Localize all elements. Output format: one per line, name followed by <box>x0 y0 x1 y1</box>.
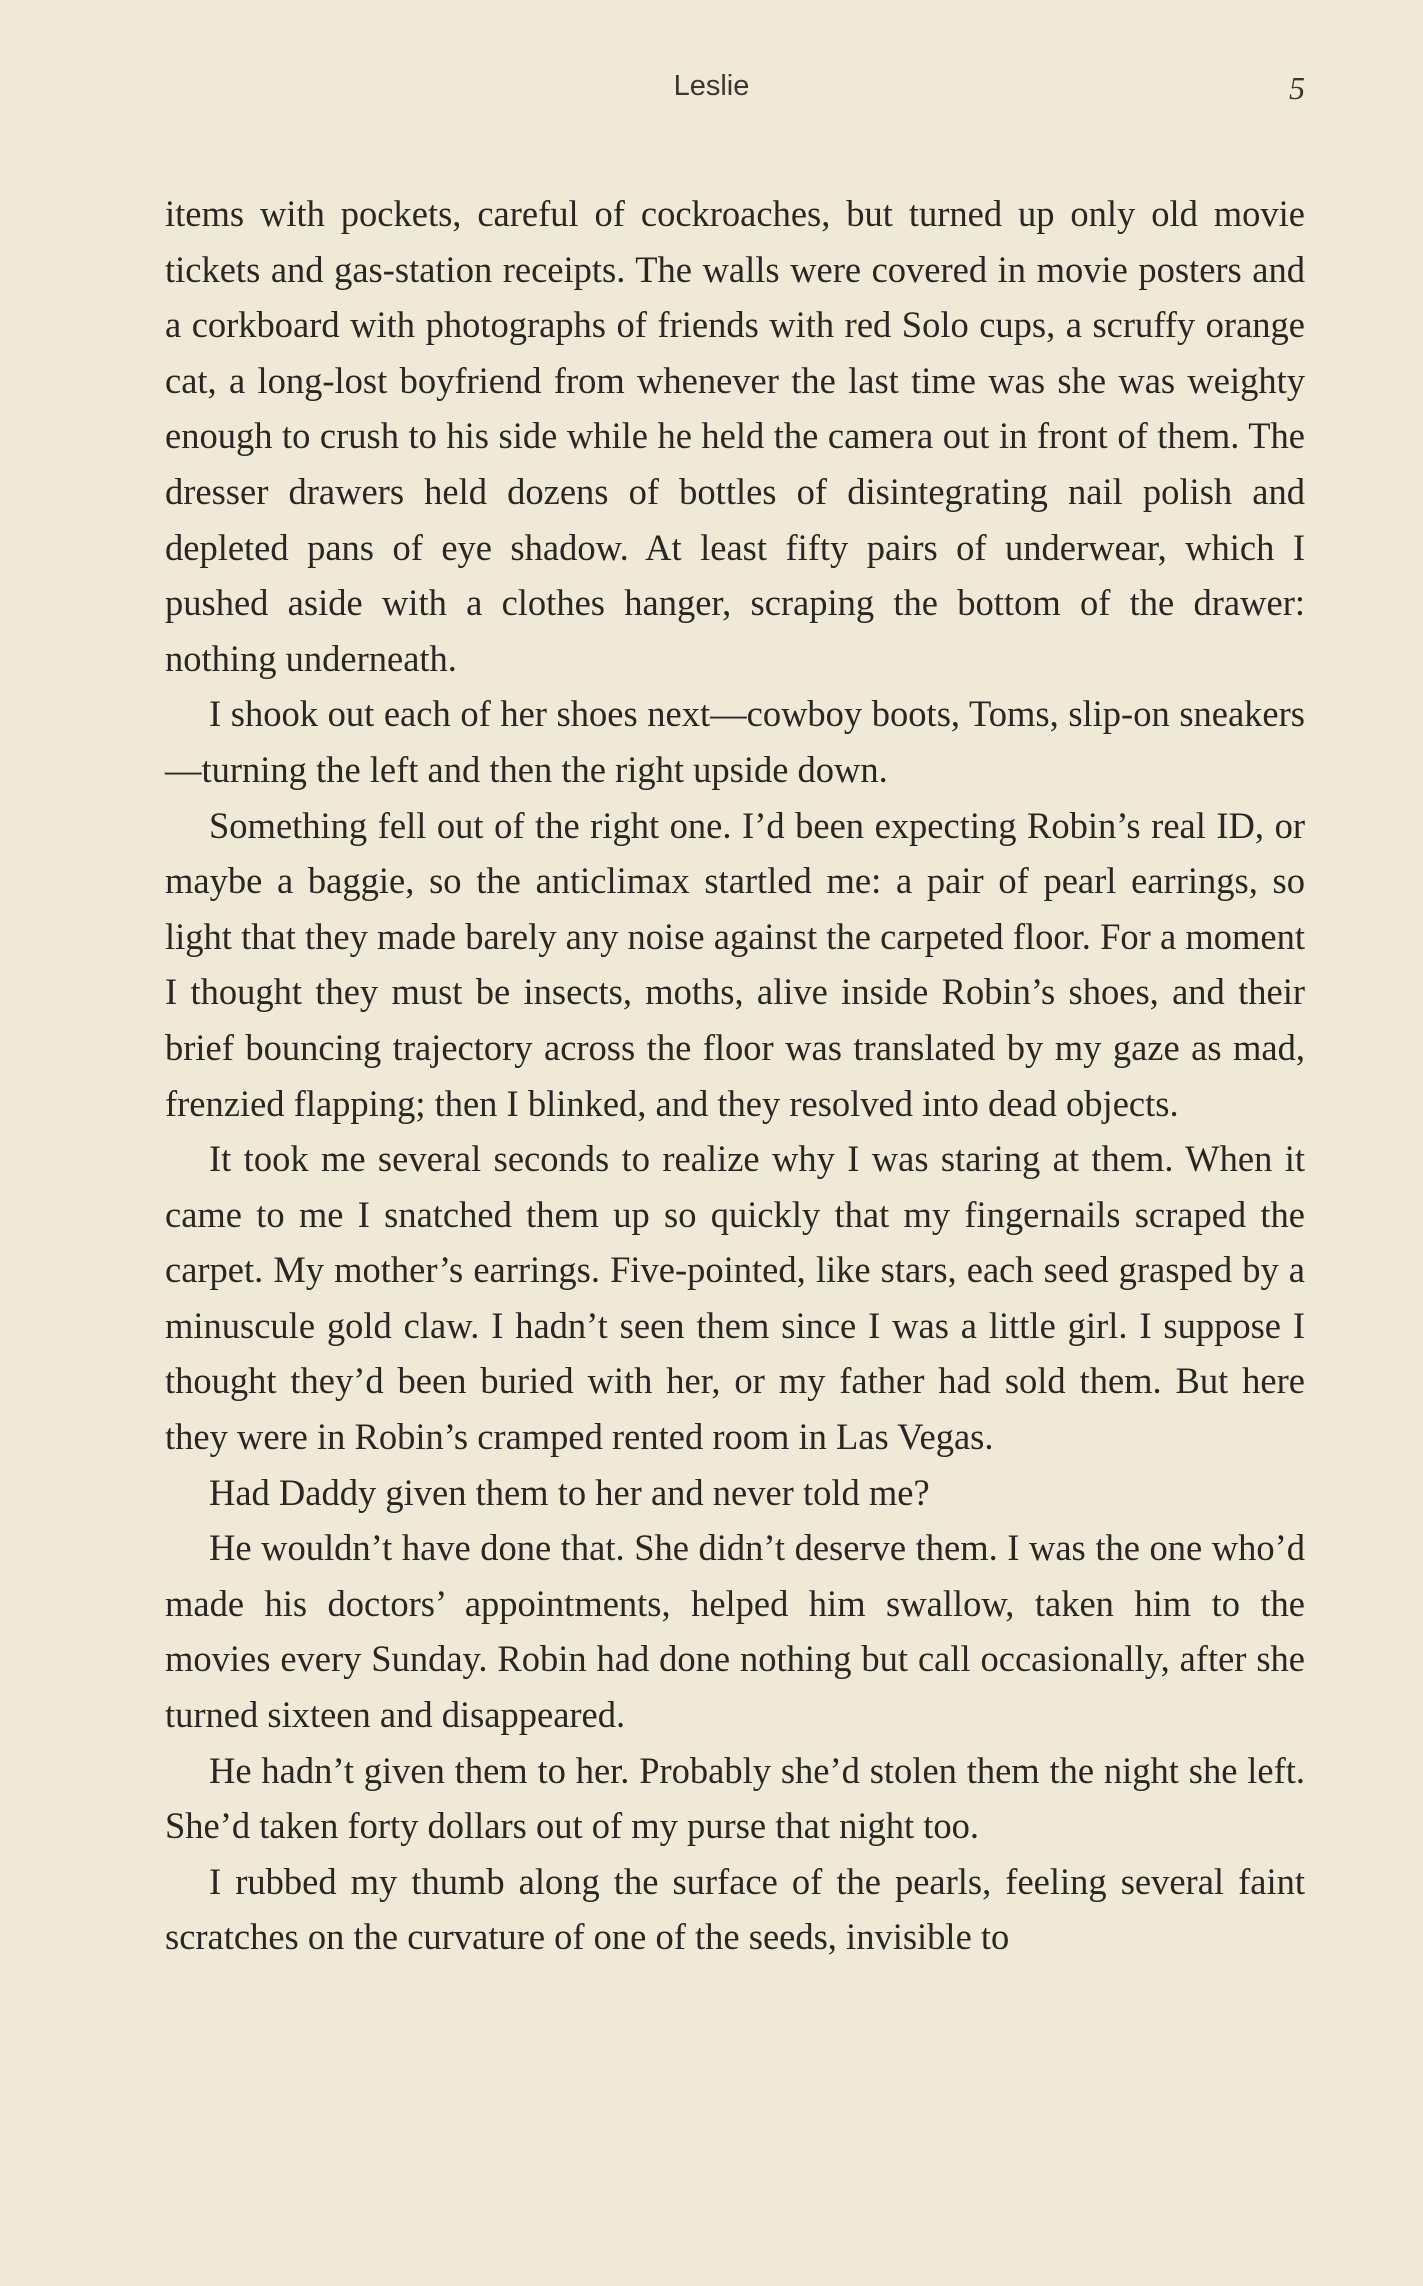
body-text <box>165 186 1305 1965</box>
paragraph: Something fell out of the right one. I’d been expecting Robin’s real ID, or maybe a baggie, so the anticlimax startled me: a pair of pearl earrings, so light that they made barely any noise against the carpeted floor. For a moment I thought they must be insects, moths, alive inside Robin’s shoes, and their brief bouncing trajectory across the floor was translated by my gaze as mad, frenzied flapping; then I blinked, and they resolved into dead objects. <box>165 804 1305 1124</box>
paragraph: He hadn’t given them to her. Probably she’d stolen them the night she left. She’d taken forty dollars out of my purse that night too. <box>165 1749 1305 1847</box>
paragraph: He wouldn’t have done that. She didn’t deserve them. I was the one who’d made his doctors’ appointments, helped him swallow, taken him to the movies every Sunday. Robin had done nothing but call occasionally, after she turned sixteen and disappeared. <box>165 1527 1305 1736</box>
running-head-title: Leslie <box>673 70 750 102</box>
paragraph: I shook out each of her shoes next—cowboy boots, Toms, slip-on sneakers—turning the left and then the right upside down. <box>165 693 1305 790</box>
paragraph: It took me several seconds to realize why I was staring at them. When it came to me I snatched them up so quickly that my fingernails scraped the carpet. My mother’s earrings. Five-pointed, like stars, each seed grasped by a minuscule gold claw. I hadn’t seen them since I was a little girl. I suppose I thought they’d been buried with her, or my father had sold them. But here they were in Robin’s cramped rented room in Las Vegas. <box>165 1138 1305 1458</box>
paragraph-continuation: items with pockets, careful of cockroaches, but turned up only old movie tickets and gas-station receipts. The walls were covered in movie posters and a corkboard with photographs of friends with red Solo cups, a scruffy orange cat, a long-lost boyfriend from whenever the last time was she was weighty enough to crush to his side while he held the camera out in front of them. The dresser drawers held dozens of bottles of disintegrating nail polish and depleted pans of eye shadow. At least fifty pairs of underwear, which I pushed aside with a clothes hanger, scraping the bottom of the drawer: nothing underneath. <box>165 193 1305 679</box>
paragraph-continued-next-page: I rubbed my thumb along the surface of the pearls, feeling several faint scratches on the curvature of one of the seeds, invisible to <box>165 1860 1305 1958</box>
paragraph: Had Daddy given them to her and never told me? <box>209 1471 930 1513</box>
page-number: 5 <box>1289 70 1305 106</box>
